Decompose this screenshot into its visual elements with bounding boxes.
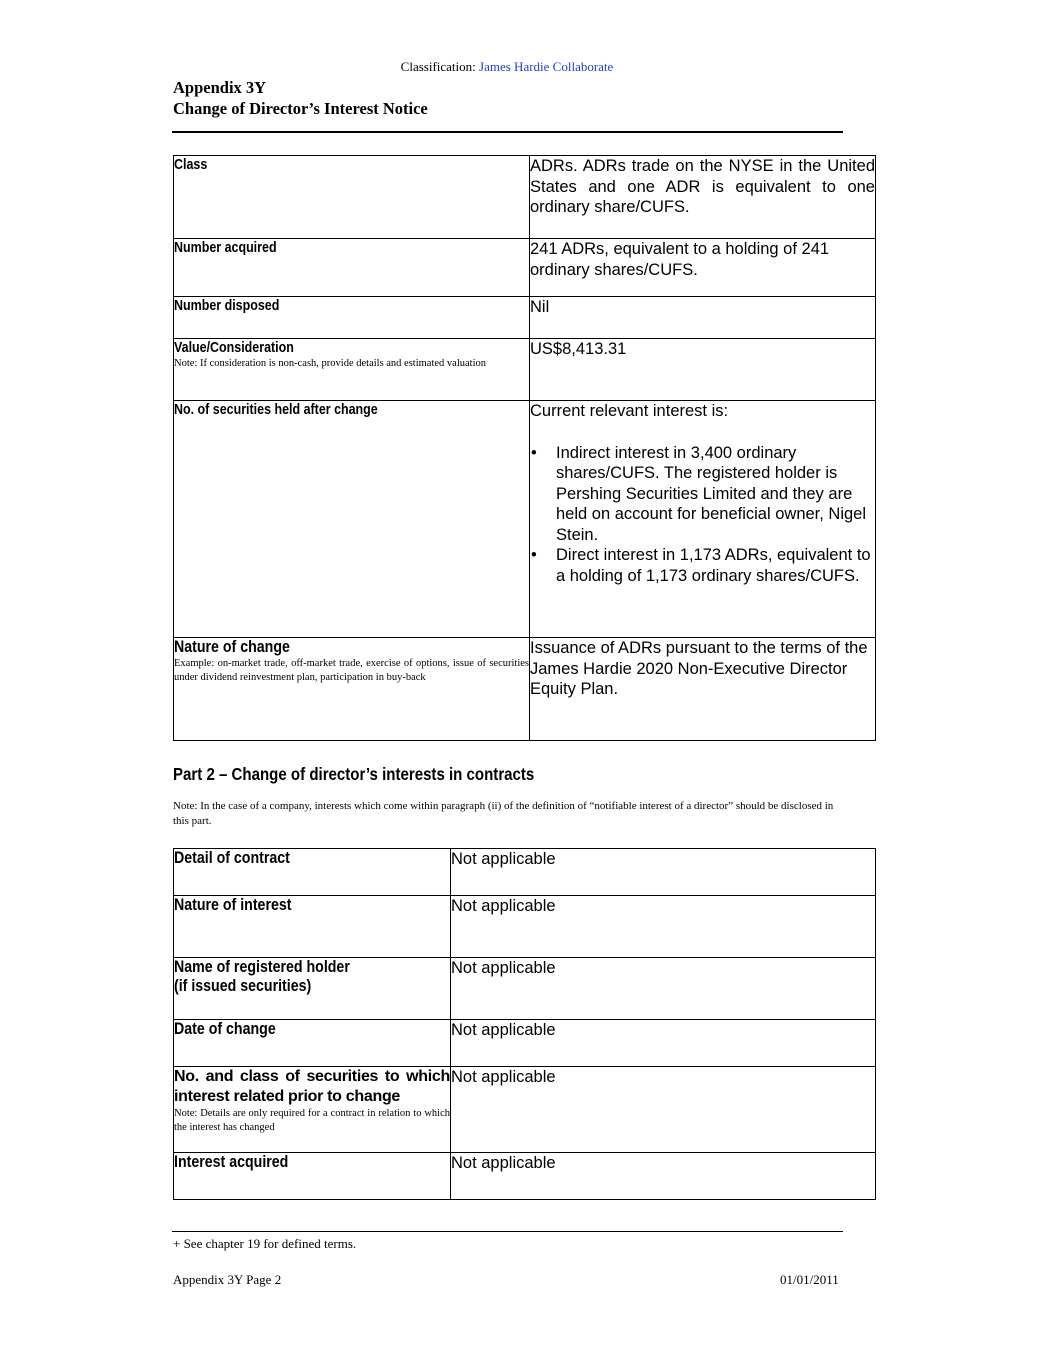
part1-table xyxy=(173,155,876,741)
footer-date: 01/01/2011 xyxy=(780,1272,839,1287)
header-rule xyxy=(172,131,843,133)
row-label-date-of-change: Date of change xyxy=(174,1020,276,1038)
table-row xyxy=(174,638,876,741)
row-value-number-acquired: 241 ADRs, equivalent to a holding of 241 ordinary shares/CUFS. xyxy=(530,239,876,297)
row-value-class-prior: Not applicable xyxy=(451,1067,876,1153)
row-label-class: Class xyxy=(174,157,208,173)
list-item xyxy=(530,443,875,546)
part2-note: Note: In the case of a company, interests which come within paragraph (ii) of the definition of “notifiable interest of a director” should be disclosed in this part. xyxy=(173,800,834,827)
row-label-class-prior: No. and class of securities to which interest related prior to change xyxy=(174,1068,450,1105)
row-value-securities-held xyxy=(530,401,876,638)
row-label-detail-of-contract: Detail of contract xyxy=(174,849,290,867)
table-row xyxy=(174,401,876,638)
classification-label: Classification: xyxy=(400,59,476,74)
list-item xyxy=(530,545,875,586)
row-label-value-consideration: Value/Consideration xyxy=(174,340,294,356)
row-value-nature-of-change: Issuance of ADRs pursuant to the terms of the James Hardie 2020 Non-Executive Director Equity Plan. xyxy=(530,638,876,741)
row-value-registered-holder: Not applicable xyxy=(451,958,876,1020)
page-label: Appendix 3Y Page 2 xyxy=(173,1272,282,1287)
row-note-nature-of-change: Example: on-market trade, off-market trade, exercise of options, issue of securities under dividend reinvestment plan, participation in buy-back xyxy=(174,658,529,683)
row-label-nature-of-interest: Nature of interest xyxy=(174,896,292,914)
interest-list xyxy=(530,443,875,587)
row-value-value-consideration: US$8,413.31 xyxy=(530,339,876,401)
table-row xyxy=(174,1020,876,1067)
row-note-class-prior: Note: Details are only required for a contract in relation to which the interest has changed xyxy=(174,1108,450,1133)
footnote: + See chapter 19 for defined terms. xyxy=(173,1236,357,1251)
interest-item-text: Indirect interest in 3,400 ordinary shares/CUFS. The registered holder is Pershing Securities Limited and they are held on account for beneficial owner, Nigel Stein. xyxy=(556,443,867,544)
table-row xyxy=(174,1067,876,1153)
row-value-detail-of-contract: Not applicable xyxy=(451,849,876,896)
row-label-interest-acquired: Interest acquired xyxy=(174,1153,289,1171)
row-label-registered-holder: Name of registered holder xyxy=(174,958,350,976)
table-row xyxy=(174,958,876,1020)
interest-item-text: Direct interest in 1,173 ADRs, equivalent to a holding of 1,173 ordinary shares/CUFS. xyxy=(556,546,871,585)
table-row xyxy=(174,896,876,958)
row-value-number-disposed: Nil xyxy=(530,297,876,339)
footer-rule xyxy=(172,1231,843,1232)
title-line-2: Change of Director’s Interest Notice xyxy=(173,99,428,118)
row-label-number-acquired: Number acquired xyxy=(174,240,277,256)
classification-value: James Hardie Collaborate xyxy=(479,59,614,74)
row-value-nature-of-interest: Not applicable xyxy=(451,896,876,958)
part2-heading-text: Part 2 – Change of director’s interests in contracts xyxy=(173,764,535,784)
table-row xyxy=(174,339,876,401)
part2-table xyxy=(173,848,876,1200)
title-line-1: Appendix 3Y xyxy=(173,78,267,97)
row-note-value-consideration: Note: If consideration is non-cash, provide details and estimated valuation xyxy=(174,358,486,369)
row-label-registered-holder-sub: (if issued securities) xyxy=(174,977,312,995)
bullet-icon: • xyxy=(531,443,537,462)
table-row xyxy=(174,297,876,339)
table-row xyxy=(174,1153,876,1200)
row-label-nature-of-change: Nature of change xyxy=(174,638,290,656)
row-label-securities-held: No. of securities held after change xyxy=(174,402,378,418)
row-value-date-of-change: Not applicable xyxy=(451,1020,876,1067)
row-label-number-disposed: Number disposed xyxy=(174,298,280,314)
table-row xyxy=(174,239,876,297)
classification-line xyxy=(0,59,1014,75)
document-title xyxy=(173,77,428,119)
part2-heading xyxy=(173,764,593,785)
row-value-class: ADRs. ADRs trade on the NYSE in the United States and one ADR is equivalent to one ordinary share/CUFS. xyxy=(530,156,876,239)
table-row xyxy=(174,156,876,239)
bullet-icon: • xyxy=(531,546,537,564)
current-interest-intro: Current relevant interest is: xyxy=(530,402,729,420)
row-value-interest-acquired: Not applicable xyxy=(451,1153,876,1200)
table-row xyxy=(174,849,876,896)
